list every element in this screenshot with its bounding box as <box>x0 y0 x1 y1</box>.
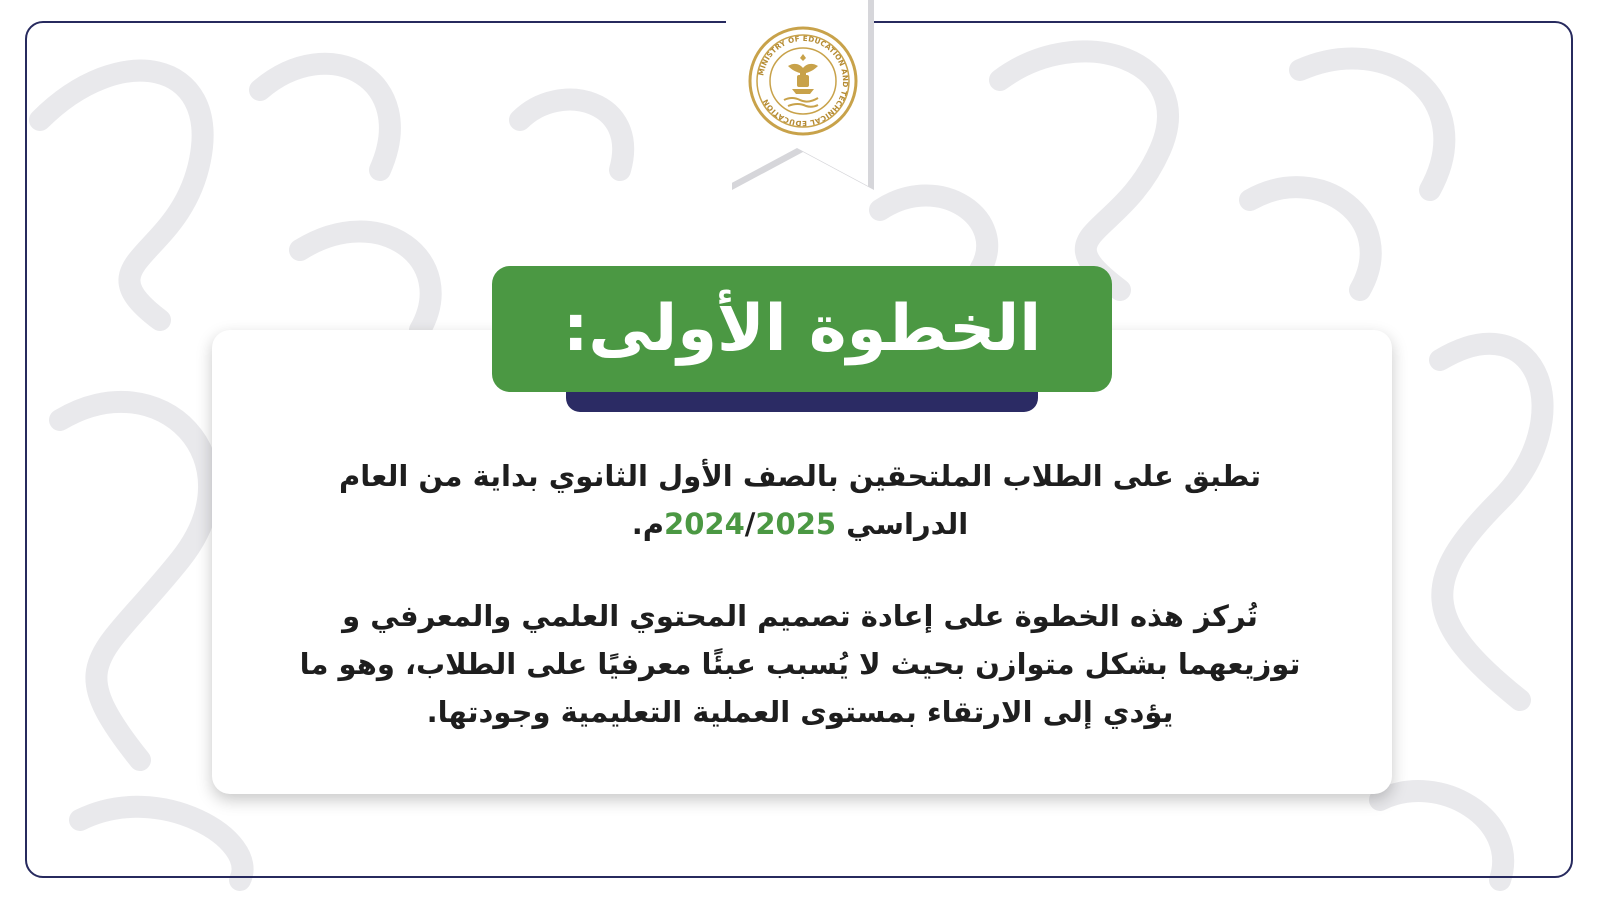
year-separator: / <box>744 507 756 541</box>
body-text <box>290 452 1310 736</box>
step-title: الخطوة الأولى: <box>562 292 1042 366</box>
ministry-logo <box>748 26 858 136</box>
paragraph-1-text: تطبق على الطلاب الملتحقين بالصف الأول الثانوي بداية من العام الدراسي <box>338 459 1262 541</box>
year-suffix: م. <box>631 507 665 541</box>
year-end: 2025 <box>755 507 837 541</box>
paragraph-1 <box>290 452 1310 548</box>
paragraph-2: تُركز هذه الخطوة على إعادة تصميم المحتوي العلمي والمعرفي و توزيعهما بشكل متوازن بحيث لا يُسبب عبئًا معرفيًا على الطلاب، وهو ما يؤدي إلى الارتقاء بمستوى العملية التعليمية وجودتها. <box>299 599 1301 729</box>
year-start: 2024 <box>664 507 745 541</box>
title-box <box>492 266 1112 392</box>
logo-ring-text: MINISTRY OF EDUCATION AND TECHNICAL EDUCATION <box>756 33 851 129</box>
